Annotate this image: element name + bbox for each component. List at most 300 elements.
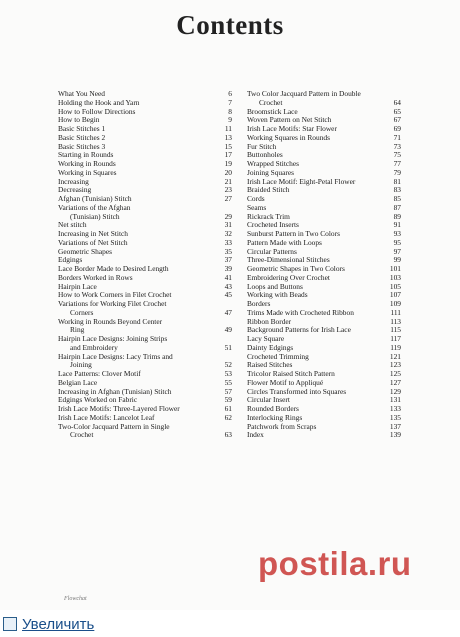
toc-entry (58, 160, 232, 169)
toc-entry-title-line: Circular Patterns (247, 247, 297, 256)
toc-entry-title-line: Seams (247, 203, 267, 212)
toc-entry (58, 283, 232, 292)
toc-entry (58, 186, 232, 195)
toc-entry-title (247, 396, 383, 405)
toc-entry (247, 186, 401, 195)
toc-entry-page: 17 (224, 150, 232, 160)
toc-entry-title-line: Hairpin Lace Designs: Lacy Trims and (58, 352, 173, 361)
toc-entry-page: 127 (389, 377, 401, 387)
toc-entry-page: 73 (393, 141, 401, 151)
toc-entry-title-line: Irish Lace Motif: Eight-Petal Flower (247, 177, 356, 186)
toc-entry-title (247, 370, 383, 379)
toc-entry (58, 90, 232, 99)
toc-entry-title (247, 186, 383, 195)
toc-entry-title (58, 370, 214, 379)
toc-entry-page: 13 (224, 132, 232, 142)
toc-entry-title-line: Buttonholes (247, 151, 283, 160)
toc-entry (247, 221, 401, 230)
toc-entry-title (247, 274, 383, 283)
toc-entry-page: 55 (224, 377, 232, 387)
toc-entry-page: 8 (228, 106, 232, 116)
toc-entry-title (58, 300, 214, 318)
toc-entry-title (58, 90, 214, 99)
page-title: Contents (176, 10, 284, 40)
toc-entry (247, 239, 401, 248)
toc-entry-title (247, 361, 383, 370)
toc-entry-page: 135 (389, 412, 401, 422)
toc-entry-title (58, 318, 214, 336)
toc-entry-title (247, 213, 383, 222)
toc-entry (247, 195, 401, 204)
toc-entry (58, 169, 232, 178)
toc-entry (58, 405, 232, 414)
toc-entry-title-line: Irish Lace Motifs: Lancelot Leaf (58, 413, 155, 422)
toc-entry-page: 51 (224, 342, 232, 352)
toc-entry (247, 405, 401, 414)
toc-entry (58, 274, 232, 283)
toc-entry-page: 75 (393, 150, 401, 160)
toc-entry-title-line: Patchwork from Scraps (247, 422, 317, 431)
toc-entry (58, 396, 232, 405)
watermark-logo: postila.ru (258, 545, 412, 582)
toc-entry-title (247, 221, 383, 230)
toc-entry-page: 101 (389, 264, 401, 273)
toc-entry (58, 388, 232, 397)
toc-entry (58, 370, 232, 379)
toc-entry-title (58, 265, 214, 274)
toc-entry-title (58, 414, 214, 423)
magnifier-icon[interactable] (3, 617, 17, 631)
toc-entry-page: 37 (224, 255, 232, 265)
toc-entry-title (58, 116, 214, 125)
toc-entry-title-line: Cords (247, 195, 265, 203)
toc-entry-page: 39 (224, 264, 232, 273)
toc-entry-title-line: Circular Insert (247, 396, 290, 405)
toc-entry-title (247, 283, 383, 292)
toc-entry-title-line: How to Follow Directions (58, 107, 136, 116)
toc-entry-page: 33 (224, 237, 232, 247)
toc-entry (247, 116, 401, 125)
toc-entry-title-line: Basic Stitches 1 (58, 125, 106, 133)
toc-entry-title (58, 248, 214, 257)
toc-entry-title-line: Three-Dimensional Stitches (247, 256, 330, 265)
toc-entry-title-line: Lacy Square (247, 335, 285, 343)
toc-entry-title (247, 195, 383, 204)
toc-entry-page: 65 (393, 106, 401, 116)
toc-entry-title-line: Trims Made with Crocheted Ribbon (247, 308, 354, 317)
toc-entry-title-line: Irish Lace Motifs: Star Flower (247, 125, 337, 133)
toc-entry-title-line: Dainty Edgings (247, 343, 294, 352)
toc-entry (58, 291, 232, 300)
toc-entry-page: 23 (224, 185, 232, 195)
toc-entry-title-line: Embroidering Over Crochet (247, 273, 330, 282)
toc-entry (58, 221, 232, 230)
toc-entry-page: 27 (224, 194, 232, 203)
toc-entry (58, 256, 232, 265)
toc-entry-title (247, 90, 383, 108)
toc-entry-title-line: Increasing in Afghan (Tunisian) Stitch (58, 387, 172, 396)
toc-entry-page: 93 (393, 229, 401, 238)
toc-entry-title (247, 125, 383, 134)
toc-entry-page: 61 (224, 404, 232, 413)
toc-entry-page: 77 (393, 159, 401, 168)
toc-entry-title-line2: (Tunisian) Stitch (70, 211, 120, 221)
toc-entry (58, 239, 232, 248)
toc-entry-title-line: Working in Rounds (58, 160, 116, 168)
toc-entry-title (247, 414, 383, 423)
toc-entry-title (247, 256, 383, 265)
toc-entry-page: 31 (224, 220, 232, 230)
toc-entry-title-line: Variations of the Afghan (58, 203, 131, 212)
toc-entry-page: 111 (390, 307, 401, 317)
toc-entry-page: 47 (224, 307, 232, 317)
toc-entry (247, 274, 401, 283)
toc-entry-title-line: Loops and Buttons (247, 282, 303, 291)
toc-entry-title (58, 134, 214, 143)
toc-entry-title-line: Afghan (Tunisian) Stitch (58, 195, 132, 203)
toc-entry-title (247, 265, 383, 274)
toc-entry-page: 85 (393, 194, 401, 203)
toc-entry-title (247, 151, 383, 160)
toc-entry (58, 99, 232, 108)
toc-entry-title (58, 291, 214, 300)
toc-entry-title-line: Lace Patterns: Clover Motif (58, 370, 141, 378)
toc-entry (58, 335, 232, 353)
toc-entry-title-line: Background Patterns for Irish Lace (247, 326, 351, 335)
toc-entry-title-line: Rickrack Trim (247, 212, 290, 221)
toc-entry-title-line2: Crochet (70, 430, 94, 440)
toc-entry-page: 97 (393, 246, 401, 256)
toc-entry-title (58, 256, 214, 265)
toc-entry-page: 71 (393, 132, 401, 142)
toc-entry-title-line: Raised Stitches (247, 361, 293, 370)
toc-entry (247, 108, 401, 117)
toc-entry-page: 63 (224, 430, 232, 440)
toc-entry (58, 318, 232, 336)
toc-entry (247, 414, 401, 423)
toc-entry-title-line: Borders Worked in Rows (58, 273, 133, 282)
toc-entry (58, 230, 232, 239)
toc-entry-title (247, 230, 383, 239)
toc-entry-title (58, 186, 214, 195)
toc-entry (58, 178, 232, 187)
toc-entry-page: 91 (393, 220, 401, 230)
toc-entry (58, 265, 232, 274)
toc-entry-title-line: Rounded Borders (247, 405, 299, 413)
toc-left-column (58, 90, 232, 440)
toc-entry (247, 318, 401, 327)
toc-entry-title (58, 239, 214, 248)
toc-entry-page: 133 (389, 404, 401, 413)
toc-entry (247, 361, 401, 370)
toc-entry (58, 423, 232, 441)
toc-entry-title (247, 335, 383, 344)
toc-entry (58, 134, 232, 143)
toc-entry (247, 90, 401, 108)
toc-entry (247, 265, 401, 274)
toc-entry-page: 103 (389, 272, 401, 282)
toc-entry-title (247, 300, 383, 309)
toc-entry-page: 21 (224, 176, 232, 186)
toc-entry-title (247, 423, 383, 432)
toc-entry-title-line: Fur Stitch (247, 142, 277, 151)
toc-entry-page: 15 (224, 141, 232, 151)
toc-entry-title (247, 204, 383, 213)
toc-entry-title-line: Net stitch (58, 221, 87, 230)
toc-entry-title (247, 160, 383, 169)
toc-entry-title (247, 239, 383, 248)
toc-entry-title (58, 151, 214, 160)
toc-entry-title (58, 396, 214, 405)
toc-entry-title-line: Holding the Hook and Yarn (58, 98, 140, 107)
toc-entry (247, 396, 401, 405)
toc-entry (247, 178, 401, 187)
toc-entry-title (58, 405, 214, 414)
toc-entry-page: 99 (393, 255, 401, 265)
toc-entry-title (58, 221, 214, 230)
toc-entry-page: 7 (228, 97, 232, 107)
toc-entry-title (58, 99, 214, 108)
bottom-bar (0, 614, 460, 637)
toc-entry-title-line2: Joining (70, 360, 92, 370)
toc-entry-page: 35 (224, 246, 232, 256)
toc-entry (247, 423, 401, 432)
toc-entry-title (58, 335, 214, 353)
toc-entry-title-line: What You Need (58, 90, 106, 98)
toc-entry-page: 9 (228, 115, 232, 125)
toc-entry (247, 143, 401, 152)
toc-entry (58, 143, 232, 152)
toc-entry-title-line: Interlocking Rings (247, 413, 303, 422)
toc-entry (247, 309, 401, 318)
toc-entry-title (58, 178, 214, 187)
toc-entry (247, 125, 401, 134)
toc-entry-page: 32 (224, 229, 232, 238)
toc-entry-page: 62 (224, 412, 232, 422)
toc-entry-title-line2: Ring (70, 325, 85, 335)
toc-entry (247, 431, 401, 440)
toc-right-column (247, 90, 401, 440)
toc-entry-page: 131 (389, 395, 401, 405)
toc-entry-title (58, 353, 214, 371)
toc-entry (247, 213, 401, 222)
toc-entry-title-line: Woven Pattern on Net Stitch (247, 116, 332, 125)
toc-entry-page: 89 (393, 211, 401, 221)
toc-entry-page: 113 (390, 316, 401, 326)
toc-entry-title (247, 108, 383, 117)
toc-entry-title-line: Edgings (58, 256, 83, 265)
toc-entry-title (58, 143, 214, 152)
toc-entry-title (247, 169, 383, 178)
toc-entry-title (247, 178, 383, 187)
toc-entry-title (247, 134, 383, 143)
toc-entry-title (58, 160, 214, 169)
toc-entry-title-line: Tricolor Raised Stitch Pattern (247, 370, 335, 378)
toc-entry (247, 291, 401, 300)
toc-entry-page: 57 (224, 386, 232, 396)
toc-entry (247, 379, 401, 388)
toc-entry-title (58, 108, 214, 117)
toc-entry-title-line: Pattern Made with Loops (247, 238, 322, 247)
toc-entry-title-line: Starting in Rounds (58, 151, 114, 160)
toc-entry-page: 64 (393, 97, 401, 107)
toc-entry-title-line: How to Work Corners in Filet Crochet (58, 291, 172, 300)
toc-entry (247, 230, 401, 239)
toc-entry (247, 204, 401, 213)
toc-entry-title-line: Ribbon Border (247, 317, 292, 326)
toc-entry (58, 116, 232, 125)
toc-entry-title (58, 169, 214, 178)
toc-entry-title-line: Braided Stitch (247, 186, 290, 195)
toc-entry-title-line2: and Embroidery (70, 342, 118, 352)
toc-entry (247, 283, 401, 292)
toc-entry (58, 300, 232, 318)
toc-entry-page: 49 (224, 325, 232, 335)
toc-entry (58, 125, 232, 134)
toc-entry-page: 45 (224, 290, 232, 300)
toc-entry-page: 81 (393, 176, 401, 186)
toc-entry-page: 95 (393, 237, 401, 247)
toc-entry-title-line: How to Begin (58, 116, 100, 125)
toc-entry-title (58, 204, 214, 222)
toc-entry (247, 151, 401, 160)
toc-entry-title-line: Borders (247, 300, 271, 308)
toc-entry-page: 79 (393, 167, 401, 177)
toc-entry-title-line: Two Color Jacquard Pattern in Double (247, 90, 361, 98)
toc-entry-title (247, 309, 383, 318)
toc-entry (58, 248, 232, 257)
toc-entry-page: 109 (389, 299, 401, 308)
toc-entry (247, 300, 401, 309)
toc-entry (247, 134, 401, 143)
toc-entry-title (58, 283, 214, 292)
toc-entry-title-line: Broomstick Lace (247, 107, 298, 116)
toc-entry-title (247, 344, 383, 353)
toc-entry-title-line: Geometric Shapes (58, 247, 112, 256)
toc-entry-title-line: Hairpin Lace Designs: Joining Strips (58, 335, 168, 343)
toc-entry-page: 29 (224, 211, 232, 221)
toc-entry (247, 370, 401, 379)
toc-entry-title-line: Working with Beads (247, 291, 308, 300)
toc-entry (247, 256, 401, 265)
toc-entry-title-line: Working in Squares (58, 168, 117, 177)
toc-entry-title-line: Increasing (58, 177, 89, 186)
toc-entry-title-line: Crocheted Trimming (247, 352, 309, 361)
toc-entry-title-line2: Crochet (259, 97, 283, 107)
toc-entry-title-line: Belgian Lace (58, 378, 98, 387)
toc-entry-title-line: Flower Motif to Appliqué (247, 378, 324, 387)
toc-entry-title-line: Edgings Worked on Fabric (58, 396, 138, 405)
toc-entry-title (58, 274, 214, 283)
toc-entry-title-line: Wrapped Stitches (247, 160, 300, 168)
toc-entry-title-line: Decreasing (58, 186, 92, 195)
toc-entry-title-line: Basic Stitches 2 (58, 133, 106, 142)
toc-entry-title-line: Joining Squares (247, 168, 295, 177)
toc-entry (247, 335, 401, 344)
toc-entry-title (58, 423, 214, 441)
toc-entry-title (247, 143, 383, 152)
toc-entry-page: 67 (393, 115, 401, 125)
toc-entry-title-line: Irish Lace Motifs: Three-Layered Flower (58, 405, 180, 413)
toc-entry-page: 69 (393, 124, 401, 133)
toc-entry-page: 83 (393, 185, 401, 195)
toc-entry (58, 379, 232, 388)
footer-mark: Flowchat (64, 596, 87, 602)
toc-entry-title-line: Working Squares in Rounds (247, 133, 330, 142)
toc-entry-title-line: Index (247, 431, 264, 440)
toc-entry-title (247, 326, 383, 335)
toc-entry-title (58, 230, 214, 239)
toc-entry-title (58, 379, 214, 388)
toc-entry-page: 125 (389, 369, 401, 378)
toc-entry-title-line2: Corners (70, 307, 94, 317)
zoom-link[interactable]: Увеличить (22, 616, 95, 633)
toc-entry (58, 108, 232, 117)
toc-entry-page: 123 (389, 360, 401, 370)
toc-entry-page: 119 (390, 342, 401, 352)
toc-entry-title-line: Hairpin Lace (58, 282, 97, 291)
toc-entry (58, 353, 232, 371)
toc-entry (247, 160, 401, 169)
toc-entry-page: 107 (389, 290, 401, 300)
toc-entry-page: 137 (389, 421, 401, 431)
toc-entry-page: 87 (393, 202, 401, 212)
toc-entry-title-line: Crocheted Inserts (247, 221, 299, 230)
toc-entry (58, 195, 232, 204)
toc-entry-title (247, 318, 383, 327)
toc-entry-title-line: Two-Color Jacquard Pattern in Single (58, 422, 170, 431)
toc-entry-page: 105 (389, 281, 401, 291)
toc-entry-title (58, 125, 214, 134)
toc-entry-title (247, 431, 383, 440)
toc-entry-page: 129 (389, 386, 401, 396)
toc-entry (247, 388, 401, 397)
toc-entry-page: 43 (224, 281, 232, 291)
toc-entry-title (247, 379, 383, 388)
toc-entry-title (247, 353, 383, 362)
toc-entry (247, 169, 401, 178)
toc-entry-title (247, 388, 383, 397)
toc-entry-title-line: Working in Rounds Beyond Center (58, 317, 163, 326)
toc-entry (58, 151, 232, 160)
toc-entry-title-line: Lace Border Made to Desired Length (58, 265, 169, 273)
toc-entry-title (58, 195, 214, 204)
toc-entry-title-line: Basic Stitches 3 (58, 142, 106, 151)
toc-entry (58, 414, 232, 423)
toc-entry-page: 6 (228, 89, 232, 98)
toc-entry (247, 344, 401, 353)
toc-entry-page: 59 (224, 395, 232, 405)
toc-entry-page: 52 (224, 360, 232, 370)
toc-entry-title-line: Increasing in Net Stitch (58, 230, 128, 238)
toc-entry-title (58, 388, 214, 397)
toc-entry-page: 11 (224, 124, 232, 133)
toc-entry-page: 53 (224, 369, 232, 378)
toc-entry-page: 139 (389, 430, 401, 440)
toc-entry-page: 117 (390, 334, 401, 343)
toc-entry-title-line: Variations of Net Stitch (58, 238, 128, 247)
toc-entry-page: 41 (224, 272, 232, 282)
toc-entry-page: 20 (224, 167, 232, 177)
toc-entry-title-line: Geometric Shapes in Two Colors (247, 265, 345, 273)
toc-entry (247, 353, 401, 362)
toc-entry-title (247, 248, 383, 257)
toc-entry-title (247, 291, 383, 300)
toc-entry (58, 204, 232, 222)
toc-entry-page: 19 (224, 159, 232, 168)
toc-entry-page: 115 (390, 325, 401, 335)
toc-entry-page: 121 (389, 351, 401, 361)
